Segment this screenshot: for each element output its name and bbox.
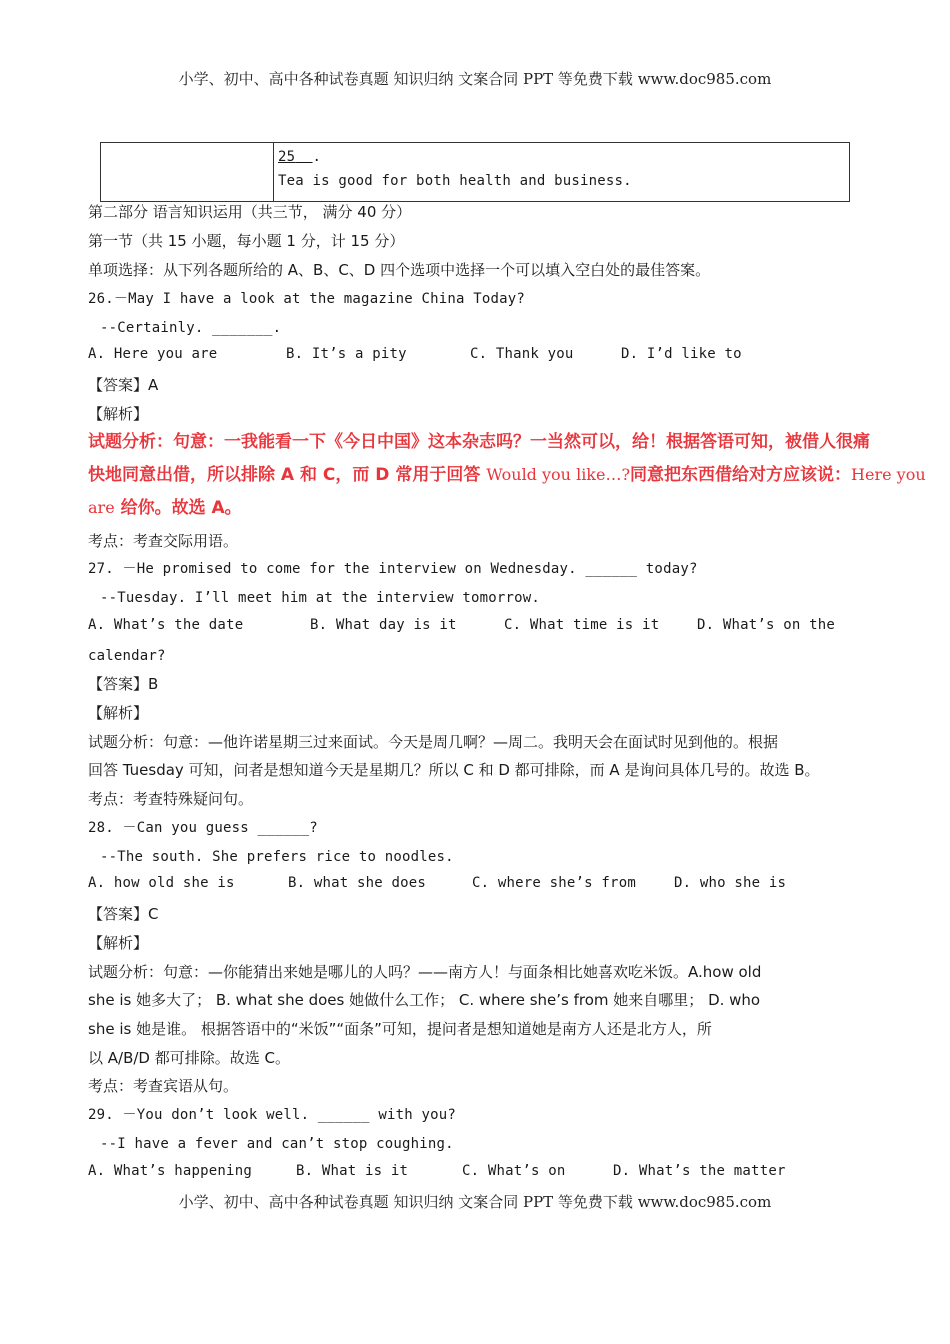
part-title: 第二部分 语言知识运用（共三节， 满分 40 分） (88, 203, 412, 221)
q29-option-a: A. What’s happening (88, 1163, 252, 1179)
table-left-cell (101, 143, 274, 202)
q28-point: 考点：考查宾语从句。 (88, 1077, 239, 1095)
q28-analysis-label: 【解析】 (88, 934, 149, 952)
table-sentence: Tea is good for both health and business. (278, 173, 632, 189)
q27-point: 考点：考查特殊疑问句。 (88, 790, 254, 808)
q28-analysis-line1: 试题分析：句意：—你能猜出来她是哪儿的人吗？——南方人！与面条相比她喜欢吃米饭。A.how old (88, 963, 762, 981)
table-right-cell (274, 143, 850, 202)
page-header: 小学、初中、高中各种试卷真题 知识归纳 文案合同 PPT 等免费下载 www.doc985.com (178, 70, 772, 88)
q26-option-c: C. Thank you (470, 346, 574, 362)
q28-reply: --The south. She prefers rice to noodles. (100, 849, 454, 865)
q28-analysis-line4: 以 A/B/D 都可排除。故选 C。 (88, 1049, 290, 1067)
q27-option-a: A. What’s the date (88, 617, 244, 633)
blank-suffix: . (312, 149, 322, 165)
q27-analysis-line1: 试题分析：句意：—他许诺星期三过来面试。今天是周几啊？—周二。我明天会在面试时见到他的。根据 (88, 733, 779, 751)
q26-analysis-line2: 快地同意出借，所以排除 A 和 C，而 D 常用于回答 Would you like…?同意把东西借给对方应该说：Here you (88, 465, 926, 485)
q29-options (88, 1163, 868, 1183)
q26-option-b: B. It’s a pity (286, 346, 407, 362)
q28-analysis-line2: she is 她多大了； B. what she does 她做什么工作； C. where she’s from 她来自哪里； D. who (88, 991, 761, 1009)
q28-options (88, 875, 868, 895)
q28-option-c: C. where she’s from (472, 875, 636, 891)
q28-option-b: B. what she does (288, 875, 427, 891)
q27-answer: 【答案】B (88, 675, 159, 693)
q26-analysis-label: 【解析】 (88, 405, 149, 423)
q27-options (88, 617, 868, 637)
q28-option-a: A. how old she is (88, 875, 235, 891)
q26-analysis-line3: are 给你。故选 A。 (88, 498, 242, 518)
q26-point: 考点：考查交际用语。 (88, 532, 239, 550)
q26-options (88, 346, 868, 366)
q27-option-c: C. What time is it (504, 617, 660, 633)
q27-option-b: B. What day is it (310, 617, 457, 633)
q29-question: 29. －You don’t look well. ______ with you? (88, 1107, 456, 1123)
q27-option-d: D. What’s on the (697, 617, 836, 633)
q29-option-d: D. What’s the matter (613, 1163, 786, 1179)
q27-analysis-label: 【解析】 (88, 704, 149, 722)
q27-analysis-line2: 回答 Tuesday 可知，问者是想知道今天是星期几？所以 C 和 D 都可排除，而 A 是询问具体几号的。故选 B。 (88, 761, 820, 779)
q26-option-a: A. Here you are (88, 346, 218, 362)
q26-analysis-line1: 试题分析：句意：一我能看一下《今日中国》这本杂志吗？一当然可以，给！根据答语可知，被借人很痛 (88, 432, 870, 452)
q27-question: 27. －He promised to come for the interview on Wednesday. ______ today? (88, 561, 698, 577)
q28-question: 28. －Can you guess ______? (88, 820, 318, 836)
q29-option-b: B. What is it (296, 1163, 409, 1179)
q26-question: 26.－May I have a look at the magazine China Today? (88, 291, 526, 307)
q27-option-d-cont: calendar? (88, 648, 166, 664)
q29-option-c: C. What’s on (462, 1163, 566, 1179)
q27-reply: --Tuesday. I’ll meet him at the interview tomorrow. (100, 590, 541, 606)
q26-option-d: D. I’d like to (621, 346, 742, 362)
instruction: 单项选择：从下列各题所给的 A、B、C、D 四个选项中选择一个可以填入空白处的最佳答案。 (88, 261, 711, 279)
q29-reply: --I have a fever and can’t stop coughing. (100, 1136, 454, 1152)
q28-answer: 【答案】C (88, 905, 159, 923)
answer-table (100, 142, 850, 202)
q28-option-d: D. who she is (674, 875, 787, 891)
q26-reply: --Certainly. _______. (100, 320, 282, 336)
q26-answer: 【答案】A (88, 376, 159, 394)
blank-number: 25 (278, 149, 296, 165)
q28-analysis-line3: she is 她是谁。 根据答语中的“米饭”“面条”可知，提问者是想知道她是南方人还是北方人，所 (88, 1020, 712, 1038)
page-footer: 小学、初中、高中各种试卷真题 知识归纳 文案合同 PPT 等免费下载 www.doc985.com (178, 1193, 772, 1211)
subsection-title: 第一节（共 15 小题，每小题 1 分，计 15 分） (88, 232, 405, 250)
